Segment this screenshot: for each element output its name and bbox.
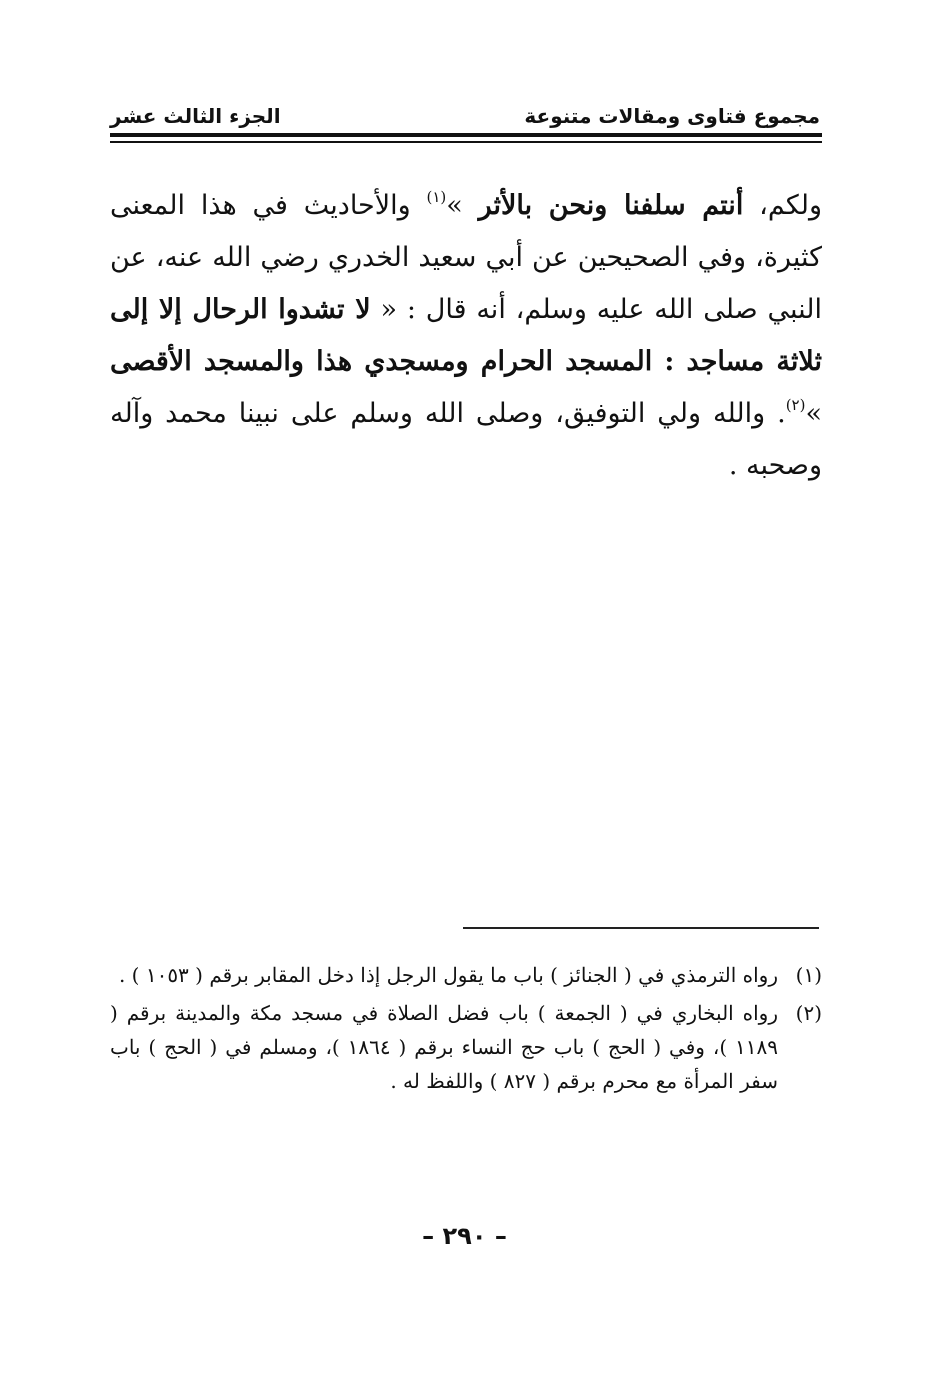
footnote-ref-2[interactable]: (٢) (785, 396, 806, 414)
footnote-number: (١) (795, 963, 822, 987)
footnote-number: (٢) (795, 1001, 822, 1025)
main-paragraph (110, 180, 822, 492)
quote-2-close: » (805, 398, 822, 429)
header-rule-thick (110, 133, 822, 137)
body-text-end: . والله ولي التوفيق، وصلى الله وسلم على نبينا محمد وآله وصحبه . (110, 398, 822, 481)
book-title: مجموع فتاوى ومقالات متنوعة (524, 104, 820, 128)
footnote-text: رواه البخاري في ( الجمعة ) باب فضل الصلاة في مسجد مكة والمدينة برقم ( ١١٨٩ )، وفي ( الحج ) باب حج النساء برقم ( ١٨٦٤ )، ومسلم في ( الحج ) باب سفر المرأة مع محرم برقم ( ٨٢٧ ) واللفظ له . (110, 1001, 779, 1093)
body-text-mid: والأحاديث في هذا المعنى كثيرة، وفي الصحيحين عن أبي سعيد الخدري رضي الله عنه، عن النبي صلى الله عليه وسلم، أنه قال : « (110, 190, 822, 325)
footnote-1 (110, 958, 822, 992)
footnote-text: رواه الترمذي في ( الجنائز ) باب ما يقول الرجل إذا دخل المقابر برقم ( ١٠٥٣ ) . (118, 963, 778, 987)
page-number: – ٢٩٠ – (422, 1222, 507, 1250)
header-rule-thin (110, 141, 822, 143)
quote-1: أنتم سلفنا ونحن بالأثر (478, 190, 744, 221)
footnote-ref-1[interactable]: (١) (426, 188, 447, 206)
quote-1-close: » (446, 190, 479, 221)
body-text-start: ولكم، (743, 190, 822, 221)
volume-label: الجزء الثالث عشر (110, 104, 281, 128)
hadith-quote: لا تشدوا الرحال إلا إلى ثلاثة مساجد : المسجد الحرام ومسجدي هذا والمسجد الأقصى (110, 294, 822, 377)
page-header (110, 88, 820, 128)
footnote-separator (463, 927, 819, 929)
footnotes (110, 958, 822, 1102)
footnote-2 (110, 996, 822, 1098)
